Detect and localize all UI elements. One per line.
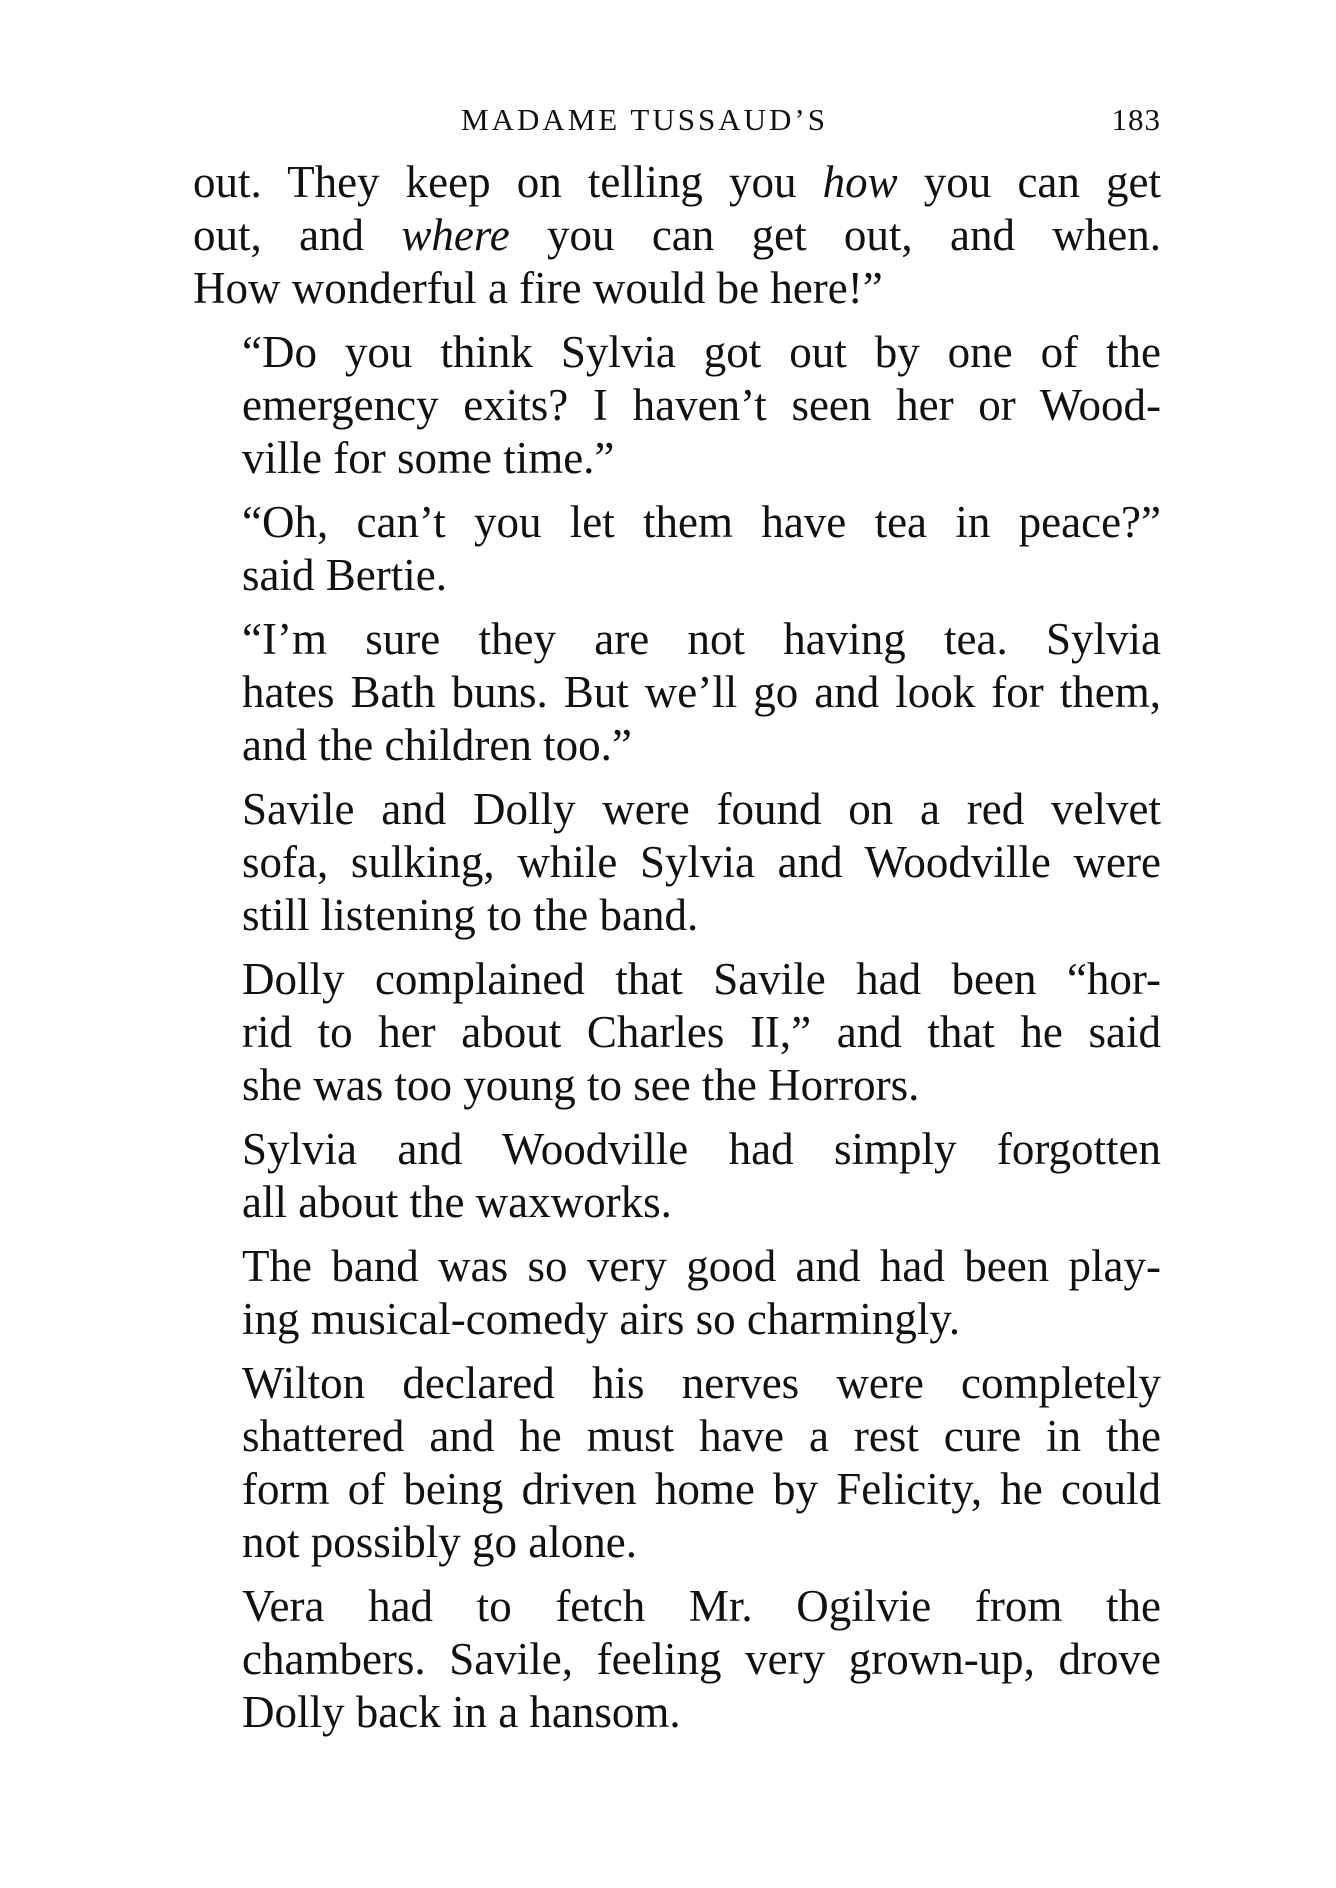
text-line [193,1357,1161,1410]
text-run: The band was so very good and had been play- [242,1241,1161,1291]
text-line [193,1176,1161,1229]
text-line [193,1123,1161,1176]
text-run: she was too young to see the Horrors. [242,1060,920,1110]
text-line [193,326,1161,379]
body-text [193,156,1161,1739]
paragraph [193,326,1161,485]
text-run: “Do you think Sylvia got out by one of the [242,327,1161,377]
text-run: sofa, sulking, while Sylvia and Woodville were [242,837,1161,887]
text-line [193,496,1161,549]
text-line [193,666,1161,719]
text-run: form of being driven home by Felicity, he could [242,1464,1161,1514]
italic-word: where [401,210,510,260]
text-line [193,1633,1161,1686]
paragraph [193,1240,1161,1346]
text-run: Sylvia and Woodville had simply forgotten [242,1124,1161,1174]
text-run: said Bertie. [242,550,447,600]
text-run: still listening to the band. [242,890,699,940]
text-run: and the children too.” [242,720,632,770]
text-line [193,1293,1161,1346]
text-line [193,1463,1161,1516]
text-run: not possibly go alone. [242,1517,637,1567]
text-line [193,613,1161,666]
text-run: “I’m sure they are not having tea. Sylvia [242,614,1161,664]
text-run: Dolly complained that Savile had been “hor- [242,954,1161,1004]
text-run: you can get [897,157,1162,207]
paragraph [193,1123,1161,1229]
text-run: ing musical-comedy airs so charmingly. [242,1294,961,1344]
text-line [193,1240,1161,1293]
text-run: shattered and he must have a rest cure in the [242,1411,1161,1461]
paragraph [193,496,1161,602]
paragraph [193,1580,1161,1739]
text-line [193,549,1161,602]
text-run: emergency exits? I haven’t seen her or Wood- [242,380,1161,430]
book-page [193,92,1161,1750]
text-line [193,1059,1161,1112]
italic-word: how [822,157,898,207]
text-line [193,1516,1161,1569]
paragraph [193,613,1161,772]
text-line [193,1006,1161,1059]
paragraph [193,953,1161,1112]
text-run: all about the waxworks. [242,1177,672,1227]
page-number: 183 [1111,102,1161,137]
text-run: “Oh, can’t you let them have tea in peace?” [242,497,1161,547]
text-line [193,1410,1161,1463]
text-line [193,783,1161,836]
text-line [193,889,1161,942]
paragraph [193,156,1161,315]
text-line [193,719,1161,772]
text-run: Savile and Dolly were found on a red velvet [242,784,1161,834]
text-run: Vera had to fetch Mr. Ogilvie from the [242,1581,1161,1631]
text-line [193,209,1161,262]
text-line [193,953,1161,1006]
text-run: How wonderful a fire would be here!” [193,263,883,313]
text-line [193,1580,1161,1633]
running-title: MADAME TUSSAUD’S [461,102,828,137]
text-run: out, and [193,210,402,260]
text-run: out. They keep on telling you [193,157,823,207]
text-run: rid to her about Charles II,” and that he said [242,1007,1161,1057]
text-line [193,1686,1161,1739]
text-run: ville for some time.” [242,433,615,483]
paragraph [193,783,1161,942]
paragraph [193,1357,1161,1569]
text-run: hates Bath buns. But we’ll go and look for them, [242,667,1161,717]
text-run: you can get out, and when. [509,210,1161,260]
text-line [193,432,1161,485]
text-line [193,836,1161,889]
text-run: chambers. Savile, feeling very grown-up, drove [242,1634,1161,1684]
text-line [193,156,1161,209]
text-run: Wilton declared his nerves were completely [242,1358,1161,1408]
running-head [193,92,1161,150]
text-line [193,379,1161,432]
text-run: Dolly back in a hansom. [242,1687,681,1737]
text-line [193,262,1161,315]
